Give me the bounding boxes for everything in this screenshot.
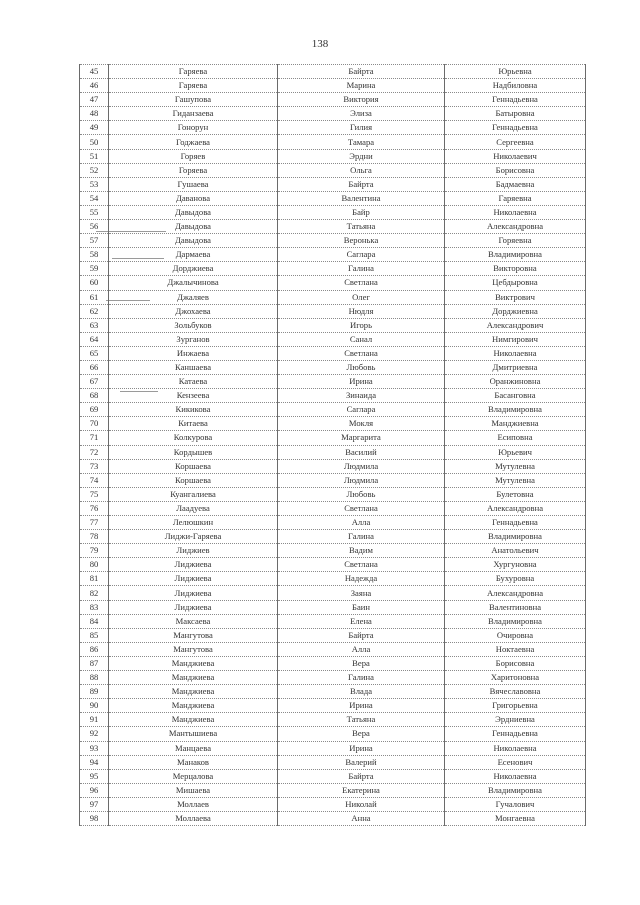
patronymic-cell: Бухуровна <box>445 572 586 586</box>
surname-cell: Зольбуков <box>109 318 278 332</box>
table-row <box>80 572 586 586</box>
first-name-cell: Татьяна <box>278 713 445 727</box>
first-name-cell: Елена <box>278 614 445 628</box>
table-row <box>80 375 586 389</box>
roster-body <box>80 65 586 826</box>
first-name-cell: Ольга <box>278 163 445 177</box>
patronymic-cell: Александровна <box>445 220 586 234</box>
row-number: 54 <box>80 191 109 205</box>
table-row <box>80 65 586 79</box>
surname-cell: Мерцалова <box>109 769 278 783</box>
surname-cell: Китаева <box>109 417 278 431</box>
row-number: 55 <box>80 205 109 219</box>
surname-cell: Давыдова <box>109 220 278 234</box>
patronymic-cell: Гаряевна <box>445 191 586 205</box>
table-row <box>80 360 586 374</box>
patronymic-cell: Николаевна <box>445 769 586 783</box>
surname-cell: Манджиева <box>109 685 278 699</box>
surname-cell: Гашупова <box>109 93 278 107</box>
patronymic-cell: Очировна <box>445 628 586 642</box>
table-row <box>80 741 586 755</box>
patronymic-cell: Нимгирович <box>445 332 586 346</box>
table-row <box>80 79 586 93</box>
patronymic-cell: Эрдниевна <box>445 713 586 727</box>
first-name-cell: Веронька <box>278 234 445 248</box>
first-name-cell: Татьяна <box>278 220 445 234</box>
first-name-cell: Вера <box>278 656 445 670</box>
table-row <box>80 459 586 473</box>
patronymic-cell: Владимировна <box>445 403 586 417</box>
first-name-cell: Олег <box>278 290 445 304</box>
first-name-cell: Любовь <box>278 360 445 374</box>
first-name-cell: Алла <box>278 516 445 530</box>
table-row <box>80 304 586 318</box>
table-row <box>80 121 586 135</box>
first-name-cell: Эрдни <box>278 149 445 163</box>
patronymic-cell: Харитоновна <box>445 671 586 685</box>
surname-cell: Коршаева <box>109 459 278 473</box>
patronymic-cell: Юрьевич <box>445 445 586 459</box>
first-name-cell: Байр <box>278 205 445 219</box>
patronymic-cell: Мутулевна <box>445 473 586 487</box>
first-name-cell: Байрта <box>278 65 445 79</box>
first-name-cell: Байрта <box>278 177 445 191</box>
first-name-cell: Николай <box>278 797 445 811</box>
row-number: 92 <box>80 727 109 741</box>
table-row <box>80 135 586 149</box>
row-number: 65 <box>80 346 109 360</box>
row-number: 70 <box>80 417 109 431</box>
patronymic-cell: Дорджиевна <box>445 304 586 318</box>
row-number: 87 <box>80 656 109 670</box>
first-name-cell: Галина <box>278 671 445 685</box>
first-name-cell: Василий <box>278 445 445 459</box>
table-row <box>80 685 586 699</box>
patronymic-cell: Монгаевна <box>445 811 586 825</box>
surname-cell: Дорджиева <box>109 262 278 276</box>
surname-cell: Гаряева <box>109 79 278 93</box>
first-name-cell: Надежда <box>278 572 445 586</box>
first-name-cell: Светлана <box>278 346 445 360</box>
table-row <box>80 614 586 628</box>
patronymic-cell: Горяевна <box>445 234 586 248</box>
table-row <box>80 149 586 163</box>
row-number: 95 <box>80 769 109 783</box>
first-name-cell: Галина <box>278 530 445 544</box>
first-name-cell: Виктория <box>278 93 445 107</box>
patronymic-cell: Манджиевна <box>445 417 586 431</box>
first-name-cell: Байрта <box>278 769 445 783</box>
patronymic-cell: Анатольевич <box>445 544 586 558</box>
row-number: 77 <box>80 516 109 530</box>
surname-cell: Лаадуева <box>109 501 278 515</box>
table-row <box>80 346 586 360</box>
row-number: 52 <box>80 163 109 177</box>
row-number: 62 <box>80 304 109 318</box>
surname-cell: Инжаева <box>109 346 278 360</box>
surname-cell: Гушаева <box>109 177 278 191</box>
roster-table <box>79 64 586 826</box>
row-number: 79 <box>80 544 109 558</box>
table-row <box>80 163 586 177</box>
table-row <box>80 600 586 614</box>
patronymic-cell: Александровна <box>445 586 586 600</box>
surname-cell: Кордышев <box>109 445 278 459</box>
first-name-cell: Вера <box>278 727 445 741</box>
surname-cell: Лиджиева <box>109 600 278 614</box>
row-number: 58 <box>80 248 109 262</box>
patronymic-cell: Владимировна <box>445 530 586 544</box>
table-row <box>80 487 586 501</box>
surname-cell: Джохаева <box>109 304 278 318</box>
surname-cell: Лелюшкин <box>109 516 278 530</box>
surname-cell: Коршаева <box>109 473 278 487</box>
row-number: 94 <box>80 755 109 769</box>
first-name-cell: Людмила <box>278 473 445 487</box>
row-number: 59 <box>80 262 109 276</box>
first-name-cell: Анна <box>278 811 445 825</box>
patronymic-cell: Валентиновна <box>445 600 586 614</box>
row-number: 88 <box>80 671 109 685</box>
table-row <box>80 417 586 431</box>
table-row <box>80 431 586 445</box>
surname-cell: Годжаева <box>109 135 278 149</box>
surname-cell: Моллаева <box>109 811 278 825</box>
row-number: 47 <box>80 93 109 107</box>
page-number: 138 <box>311 38 329 50</box>
table-row <box>80 403 586 417</box>
table-row <box>80 332 586 346</box>
patronymic-cell: Мутулевна <box>445 459 586 473</box>
table-row <box>80 797 586 811</box>
table-row <box>80 234 586 248</box>
surname-cell: Манджиева <box>109 671 278 685</box>
patronymic-cell: Гучалович <box>445 797 586 811</box>
patronymic-cell: Есиповна <box>445 431 586 445</box>
patronymic-cell: Оранжиновна <box>445 375 586 389</box>
table-row <box>80 318 586 332</box>
patronymic-cell: Александрович <box>445 318 586 332</box>
row-number: 69 <box>80 403 109 417</box>
table-row <box>80 769 586 783</box>
surname-cell: Колкурова <box>109 431 278 445</box>
table-row <box>80 586 586 600</box>
surname-cell: Мишаева <box>109 783 278 797</box>
row-number: 60 <box>80 276 109 290</box>
first-name-cell: Элиза <box>278 107 445 121</box>
first-name-cell: Ирина <box>278 699 445 713</box>
first-name-cell: Валентина <box>278 191 445 205</box>
surname-cell: Джалычинова <box>109 276 278 290</box>
table-row <box>80 205 586 219</box>
table-row <box>80 276 586 290</box>
first-name-cell: Тамара <box>278 135 445 149</box>
row-number: 81 <box>80 572 109 586</box>
row-number: 46 <box>80 79 109 93</box>
row-number: 50 <box>80 135 109 149</box>
table-row <box>80 516 586 530</box>
surname-cell: Манцаева <box>109 741 278 755</box>
surname-cell: Манджиева <box>109 656 278 670</box>
patronymic-cell: Викторовна <box>445 262 586 276</box>
surname-cell: Горяева <box>109 163 278 177</box>
table-row <box>80 220 586 234</box>
first-name-cell: Санал <box>278 332 445 346</box>
row-number: 49 <box>80 121 109 135</box>
patronymic-cell: Владимировна <box>445 248 586 262</box>
surname-cell: Кикикова <box>109 403 278 417</box>
surname-cell: Мангутова <box>109 628 278 642</box>
patronymic-cell: Николаевна <box>445 346 586 360</box>
row-number: 67 <box>80 375 109 389</box>
first-name-cell: Вадим <box>278 544 445 558</box>
surname-cell: Гонорун <box>109 121 278 135</box>
patronymic-cell: Николаевна <box>445 741 586 755</box>
patronymic-cell: Дмитриевна <box>445 360 586 374</box>
table-row <box>80 755 586 769</box>
surname-cell: Мангутова <box>109 642 278 656</box>
row-number: 83 <box>80 600 109 614</box>
row-number: 84 <box>80 614 109 628</box>
first-name-cell: Зинаида <box>278 389 445 403</box>
row-number: 98 <box>80 811 109 825</box>
patronymic-cell: Владимировна <box>445 783 586 797</box>
first-name-cell: Гилия <box>278 121 445 135</box>
first-name-cell: Светлана <box>278 276 445 290</box>
surname-cell: Каншаева <box>109 360 278 374</box>
table-row <box>80 473 586 487</box>
surname-cell: Давыдова <box>109 205 278 219</box>
row-number: 66 <box>80 360 109 374</box>
first-name-cell: Любовь <box>278 487 445 501</box>
first-name-cell: Нюдля <box>278 304 445 318</box>
first-name-cell: Светлана <box>278 501 445 515</box>
table-row <box>80 191 586 205</box>
row-number: 80 <box>80 558 109 572</box>
patronymic-cell: Бадмаевна <box>445 177 586 191</box>
table-row <box>80 783 586 797</box>
first-name-cell: Валерий <box>278 755 445 769</box>
row-number: 96 <box>80 783 109 797</box>
row-number: 53 <box>80 177 109 191</box>
row-number: 57 <box>80 234 109 248</box>
surname-cell: Дармаева <box>109 248 278 262</box>
surname-cell: Манджиева <box>109 699 278 713</box>
table-row <box>80 107 586 121</box>
row-number: 75 <box>80 487 109 501</box>
patronymic-cell: Николаевна <box>445 205 586 219</box>
surname-cell: Зурганов <box>109 332 278 346</box>
row-number: 91 <box>80 713 109 727</box>
patronymic-cell: Сергеевна <box>445 135 586 149</box>
surname-cell: Лиджиев <box>109 544 278 558</box>
surname-cell: Давыдова <box>109 234 278 248</box>
first-name-cell: Ирина <box>278 741 445 755</box>
surname-cell: Лиджиева <box>109 558 278 572</box>
first-name-cell: Баин <box>278 600 445 614</box>
table-row <box>80 530 586 544</box>
patronymic-cell: Виктрович <box>445 290 586 304</box>
first-name-cell: Байрта <box>278 628 445 642</box>
first-name-cell: Заяна <box>278 586 445 600</box>
row-number: 63 <box>80 318 109 332</box>
surname-cell: Моллаев <box>109 797 278 811</box>
row-number: 48 <box>80 107 109 121</box>
patronymic-cell: Цебдыровна <box>445 276 586 290</box>
row-number: 51 <box>80 149 109 163</box>
patronymic-cell: Борисовна <box>445 656 586 670</box>
patronymic-cell: Владимировна <box>445 614 586 628</box>
row-number: 89 <box>80 685 109 699</box>
table-row <box>80 290 586 304</box>
first-name-cell: Светлана <box>278 558 445 572</box>
table-row <box>80 727 586 741</box>
table-row <box>80 177 586 191</box>
row-number: 74 <box>80 473 109 487</box>
row-number: 68 <box>80 389 109 403</box>
first-name-cell: Алла <box>278 642 445 656</box>
surname-cell: Даванова <box>109 191 278 205</box>
table-row <box>80 544 586 558</box>
patronymic-cell: Хургуновна <box>445 558 586 572</box>
row-number: 71 <box>80 431 109 445</box>
table-row <box>80 93 586 107</box>
first-name-cell: Екатерина <box>278 783 445 797</box>
surname-cell: Лиджиева <box>109 586 278 600</box>
row-number: 61 <box>80 290 109 304</box>
surname-cell: Мантышиева <box>109 727 278 741</box>
patronymic-cell: Ноктаевна <box>445 642 586 656</box>
table-row <box>80 642 586 656</box>
first-name-cell: Людмила <box>278 459 445 473</box>
table-row <box>80 628 586 642</box>
row-number: 78 <box>80 530 109 544</box>
patronymic-cell: Григорьевна <box>445 699 586 713</box>
surname-cell: Гиданзаева <box>109 107 278 121</box>
first-name-cell: Ирина <box>278 375 445 389</box>
table-row <box>80 671 586 685</box>
patronymic-cell: Юрьевна <box>445 65 586 79</box>
table-row <box>80 389 586 403</box>
surname-cell: Манджиева <box>109 713 278 727</box>
row-number: 64 <box>80 332 109 346</box>
patronymic-cell: Надбиловна <box>445 79 586 93</box>
first-name-cell: Саглара <box>278 403 445 417</box>
surname-cell: Манаков <box>109 755 278 769</box>
patronymic-cell: Есенович <box>445 755 586 769</box>
first-name-cell: Марина <box>278 79 445 93</box>
table-row <box>80 262 586 276</box>
row-number: 82 <box>80 586 109 600</box>
first-name-cell: Саглара <box>278 248 445 262</box>
patronymic-cell: Вячеславовна <box>445 685 586 699</box>
patronymic-cell: Геннадьевна <box>445 93 586 107</box>
row-number: 45 <box>80 65 109 79</box>
first-name-cell: Галина <box>278 262 445 276</box>
row-number: 76 <box>80 501 109 515</box>
first-name-cell: Игорь <box>278 318 445 332</box>
table-row <box>80 248 586 262</box>
first-name-cell: Влада <box>278 685 445 699</box>
surname-cell: Максаева <box>109 614 278 628</box>
row-number: 73 <box>80 459 109 473</box>
surname-cell: Лиджиева <box>109 572 278 586</box>
patronymic-cell: Батыровна <box>445 107 586 121</box>
row-number: 93 <box>80 741 109 755</box>
table-row <box>80 699 586 713</box>
table-row <box>80 656 586 670</box>
first-name-cell: Мокля <box>278 417 445 431</box>
surname-cell: Катаева <box>109 375 278 389</box>
row-number: 72 <box>80 445 109 459</box>
table-row <box>80 445 586 459</box>
table-row <box>80 558 586 572</box>
surname-cell: Куангалиева <box>109 487 278 501</box>
row-number: 97 <box>80 797 109 811</box>
patronymic-cell: Геннадьевна <box>445 121 586 135</box>
surname-cell: Джаляев <box>109 290 278 304</box>
patronymic-cell: Геннадьевна <box>445 727 586 741</box>
patronymic-cell: Александровна <box>445 501 586 515</box>
row-number: 56 <box>80 220 109 234</box>
patronymic-cell: Булетовна <box>445 487 586 501</box>
row-number: 85 <box>80 628 109 642</box>
surname-cell: Кензеева <box>109 389 278 403</box>
patronymic-cell: Борисовна <box>445 163 586 177</box>
table-row <box>80 501 586 515</box>
row-number: 90 <box>80 699 109 713</box>
patronymic-cell: Николаевич <box>445 149 586 163</box>
first-name-cell: Маргарита <box>278 431 445 445</box>
patronymic-cell: Басанговна <box>445 389 586 403</box>
patronymic-cell: Геннадьевна <box>445 516 586 530</box>
table-row <box>80 713 586 727</box>
surname-cell: Гаряева <box>109 65 278 79</box>
surname-cell: Горяев <box>109 149 278 163</box>
table-row <box>80 811 586 825</box>
surname-cell: Лиджи-Гаряева <box>109 530 278 544</box>
row-number: 86 <box>80 642 109 656</box>
